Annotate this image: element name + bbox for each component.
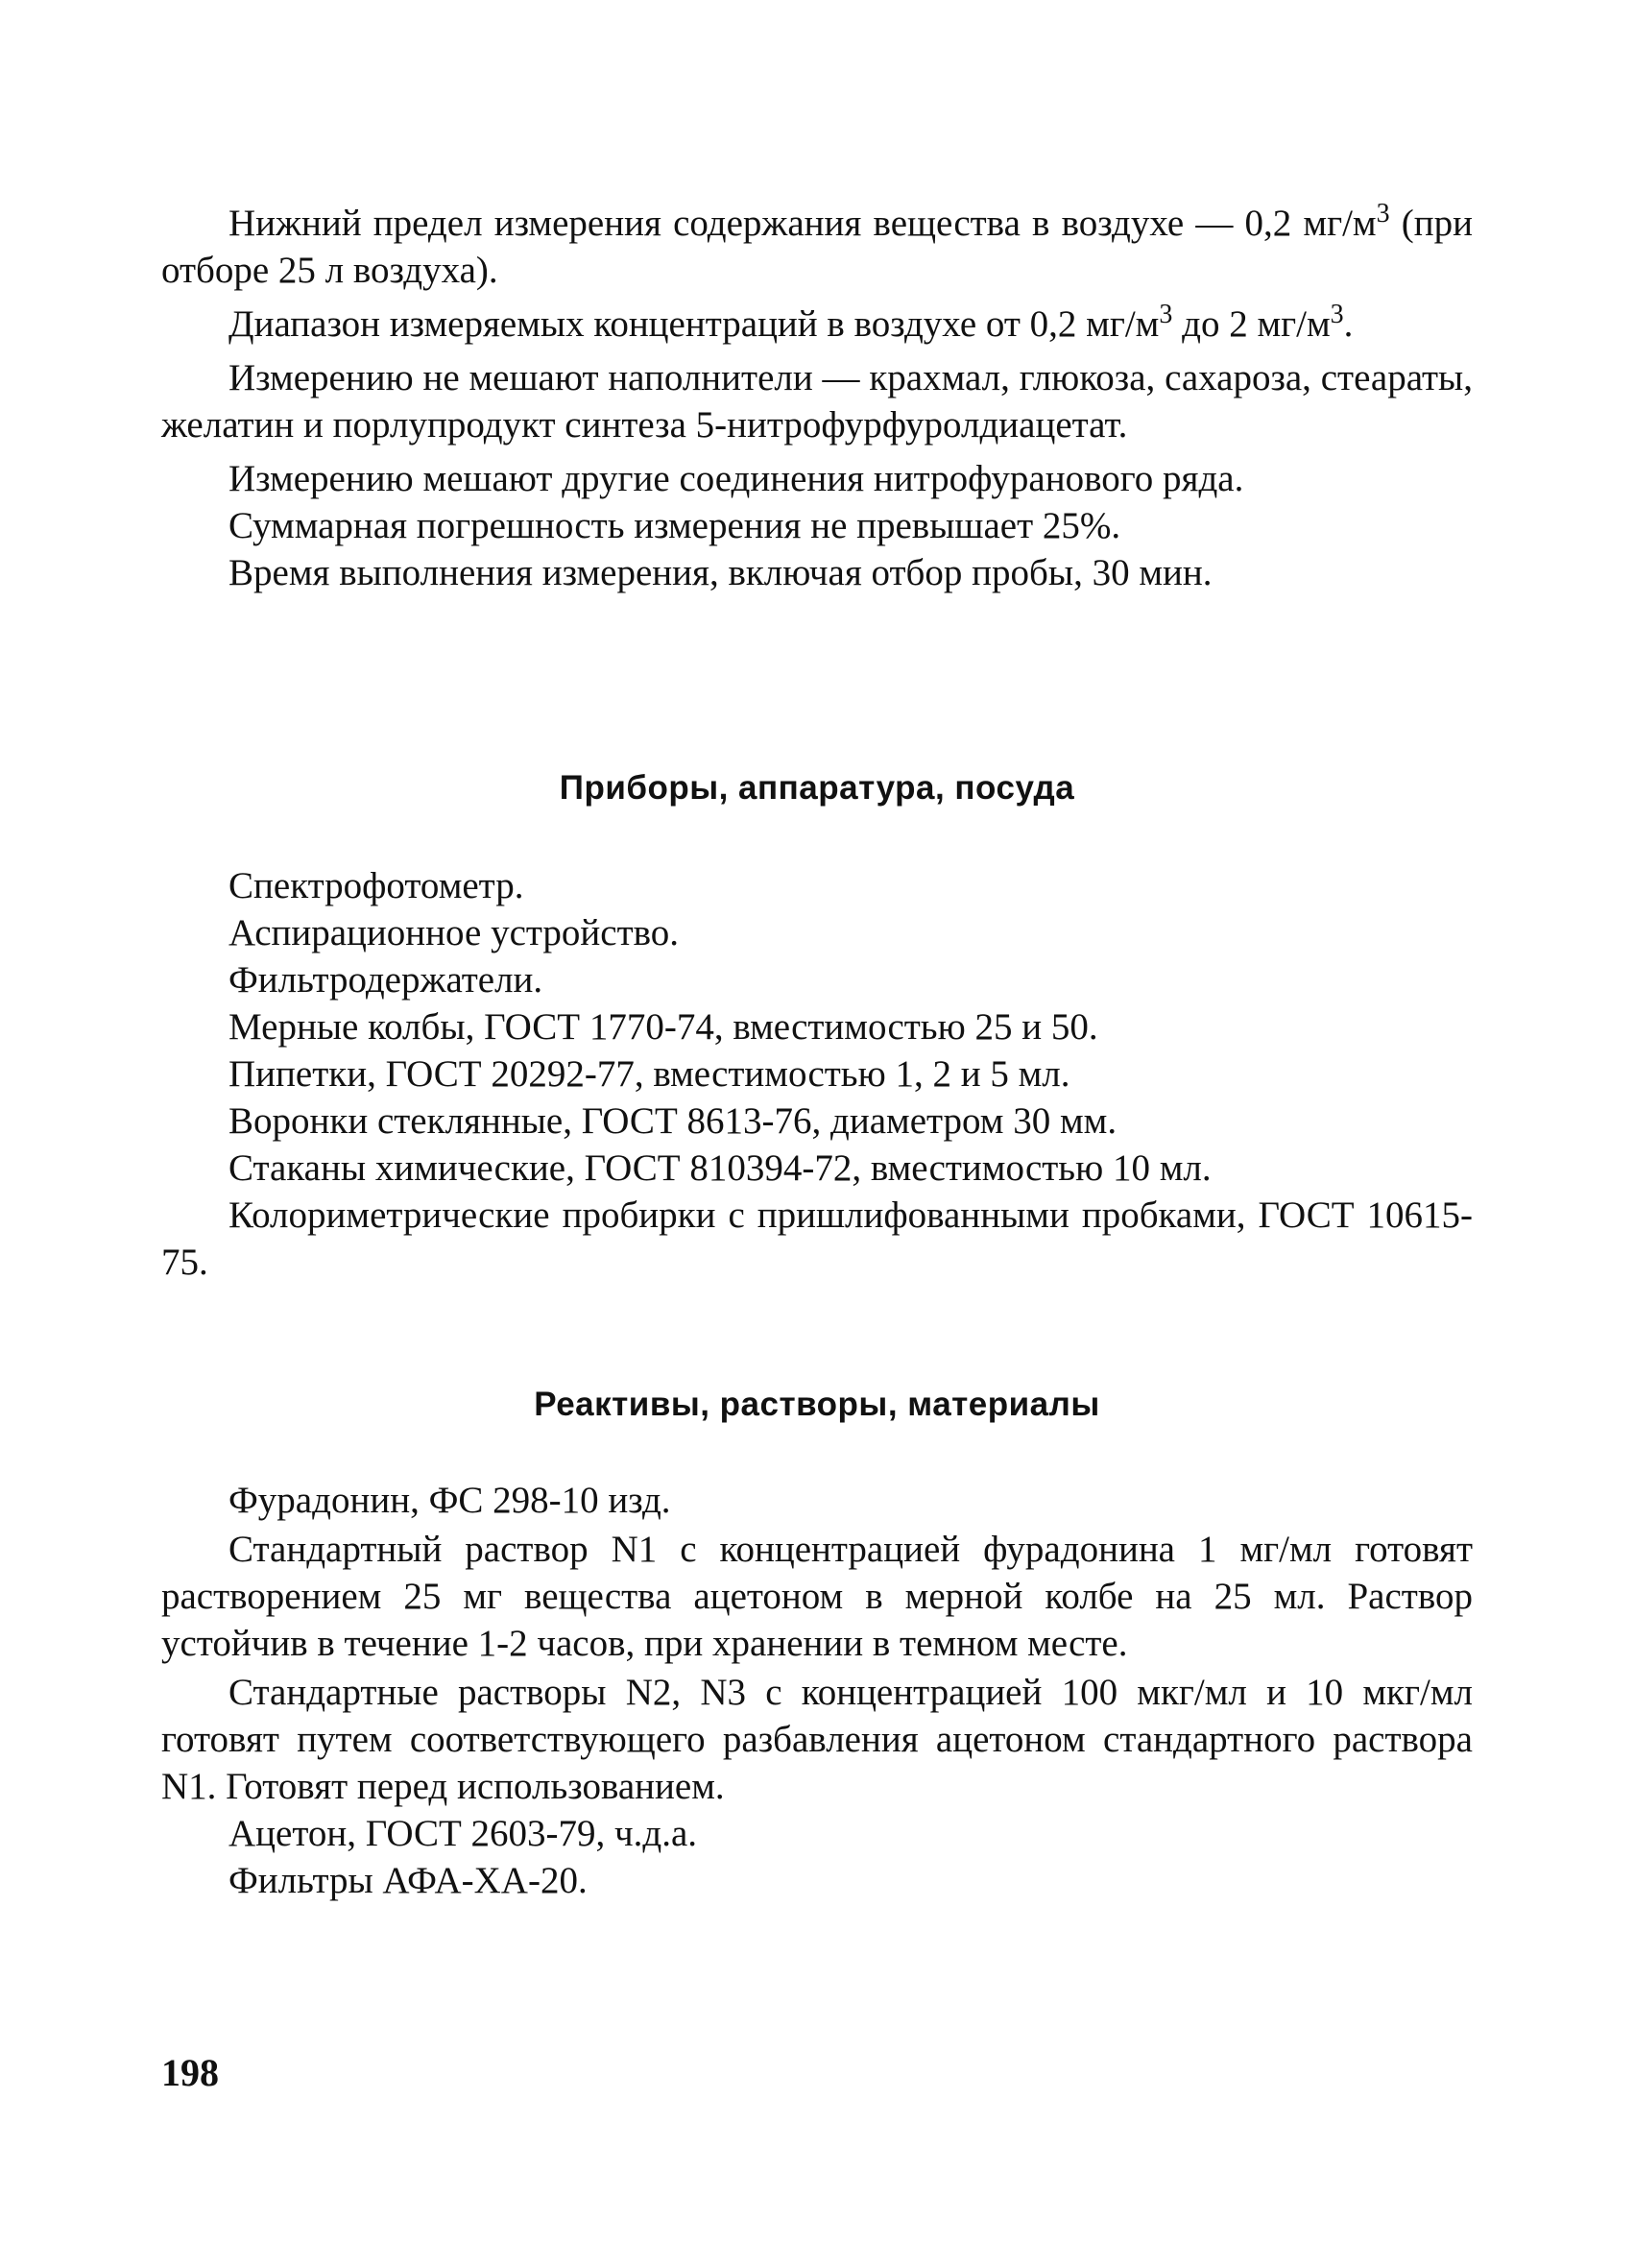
list-item: Аспирационное устройство. bbox=[228, 912, 680, 953]
equipment-list bbox=[161, 862, 1473, 1286]
lower-limit-text: Нижний предел измерения содержания вещества в воздухе — 0,2 мг/м bbox=[228, 203, 1377, 244]
interference-paragraph: Измерению мешают другие соединения нитрофуранового ряда. bbox=[228, 458, 1244, 499]
range-paragraph bbox=[161, 301, 1473, 348]
superscript: 3 bbox=[1159, 300, 1173, 329]
error-paragraph: Суммарная погрешность измерения не превышает 25%. bbox=[228, 505, 1121, 546]
superscript: 3 bbox=[1376, 199, 1390, 229]
lower-limit-text-end: (при отборе 25 л воздуха). bbox=[161, 203, 1473, 291]
reagents-heading: Реактивы, растворы, материалы bbox=[534, 1386, 1100, 1423]
range-text-mid: до 2 мг/м bbox=[1172, 303, 1331, 345]
list-item: Мерные колбы, ГОСТ 1770-74, вместимостью 25 и 50. bbox=[228, 1006, 1098, 1048]
list-item: Колориметрические пробирки с пришлифованными пробками, ГОСТ 10615-75. bbox=[161, 1194, 1473, 1283]
lower-limit-paragraph bbox=[161, 200, 1473, 294]
list-item: Фильтры АФА-ХА-20. bbox=[228, 1860, 588, 1901]
page-number: 198 bbox=[161, 2051, 219, 2094]
reagents-section bbox=[161, 1383, 1473, 1427]
duration-paragraph: Время выполнения измерения, включая отбор пробы, 30 мин. bbox=[228, 552, 1213, 593]
superscript: 3 bbox=[1330, 300, 1344, 329]
list-item: Фильтродержатели. bbox=[228, 959, 543, 1001]
list-item: Стандартные растворы N2, N3 с концентрацией 100 мкг/мл и 10 мкг/мл готовят путем соответствующего разбавления ацетоном стандартного раствора N1. Готовят перед использованием. bbox=[161, 1672, 1473, 1807]
reagents-list bbox=[161, 1477, 1473, 1904]
equipment-heading: Приборы, аппаратура, посуда bbox=[559, 769, 1075, 807]
list-item: Стандартный раствор N1 с концентрацией фурадонина 1 мг/мл готовят растворением 25 мг вещества ацетоном в мерной колбе на 25 мл. Раствор устойчив в течение 1-2 часов, при хранении в темном месте. bbox=[161, 1529, 1473, 1664]
list-item: Стаканы химические, ГОСТ 810394-72, вместимостью 10 мл. bbox=[228, 1147, 1212, 1189]
list-item: Фурадонин, ФС 298-10 изд. bbox=[228, 1480, 671, 1521]
list-item: Воронки стеклянные, ГОСТ 8613-76, диаметром 30 мм. bbox=[228, 1100, 1117, 1142]
list-item: Ацетон, ГОСТ 2603-79, ч.д.а. bbox=[228, 1813, 698, 1854]
list-item: Спектрофотометр. bbox=[228, 865, 524, 906]
range-text-end: . bbox=[1343, 303, 1354, 345]
intro-section bbox=[161, 200, 1473, 596]
list-item: Пипетки, ГОСТ 20292-77, вместимостью 1, 2 и 5 мл. bbox=[228, 1053, 1070, 1095]
range-text: Диапазон измеряемых концентраций в воздухе от 0,2 мг/м bbox=[228, 303, 1160, 345]
no-interference-paragraph: Измерению не мешают наполнители — крахмал, глюкоза, сахароза, стеараты, желатин и порлупродукт синтеза 5-нитрофурфуролдиацетат. bbox=[161, 357, 1473, 446]
equipment-section bbox=[161, 766, 1473, 810]
